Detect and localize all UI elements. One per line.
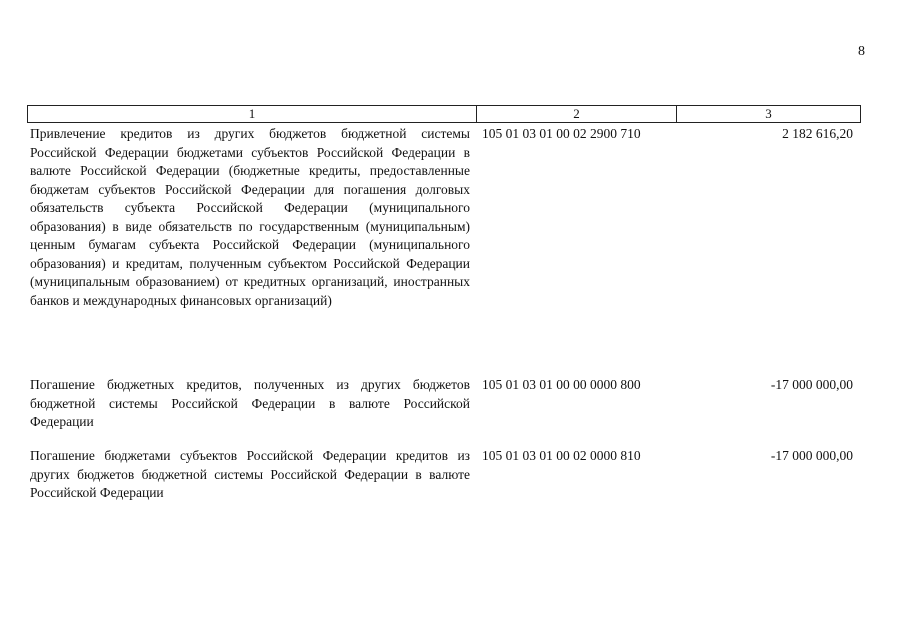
row-name: Погашение бюджетами субъектов Российской Федерации кредитов из других бюджетов бюджетной системы Российской Федерации в валюте Российской Федерации [30, 448, 470, 500]
page-number: 8 [858, 44, 865, 59]
header-col-1: 1 [28, 106, 477, 122]
row-code: 105 01 03 01 00 00 0000 800 [482, 377, 641, 392]
row-value: -17 000 000,00 [770, 448, 853, 463]
header-col-3: 3 [765, 106, 772, 121]
row-name: Привлечение кредитов из других бюджетов бюджетной системы Российской Федерации бюджетами субъектов Российской Федерации в валюте Российской Федерации (бюджетные кредиты, предоставленные бюджетам субъектов Российской Федерации для погашения долговых обязательств субъекта Российской Федерации (муниципального образования) в виде обязательств по государственным (муниципальным) ценным бумагам субъекта Российской Федерации (муниципального образования) и кредитам, полученным субъектом Российской Федерации (муниципальным образованием) от кредитных организаций, иностранных банков и международных финансовых организаций) [30, 126, 470, 308]
row-name: Погашение бюджетных кредитов, полученных из других бюджетов бюджетной системы Российской Федерации в валюте Российской Федерации [30, 377, 470, 429]
table-header [27, 105, 861, 123]
row-code: 105 01 03 01 00 02 0000 810 [482, 448, 641, 463]
row-code: 105 01 03 01 00 02 2900 710 [482, 126, 641, 141]
row-value: -17 000 000,00 [770, 377, 853, 392]
row-value: 2 182 616,20 [782, 126, 853, 141]
header-col-2: 2 [477, 106, 677, 122]
